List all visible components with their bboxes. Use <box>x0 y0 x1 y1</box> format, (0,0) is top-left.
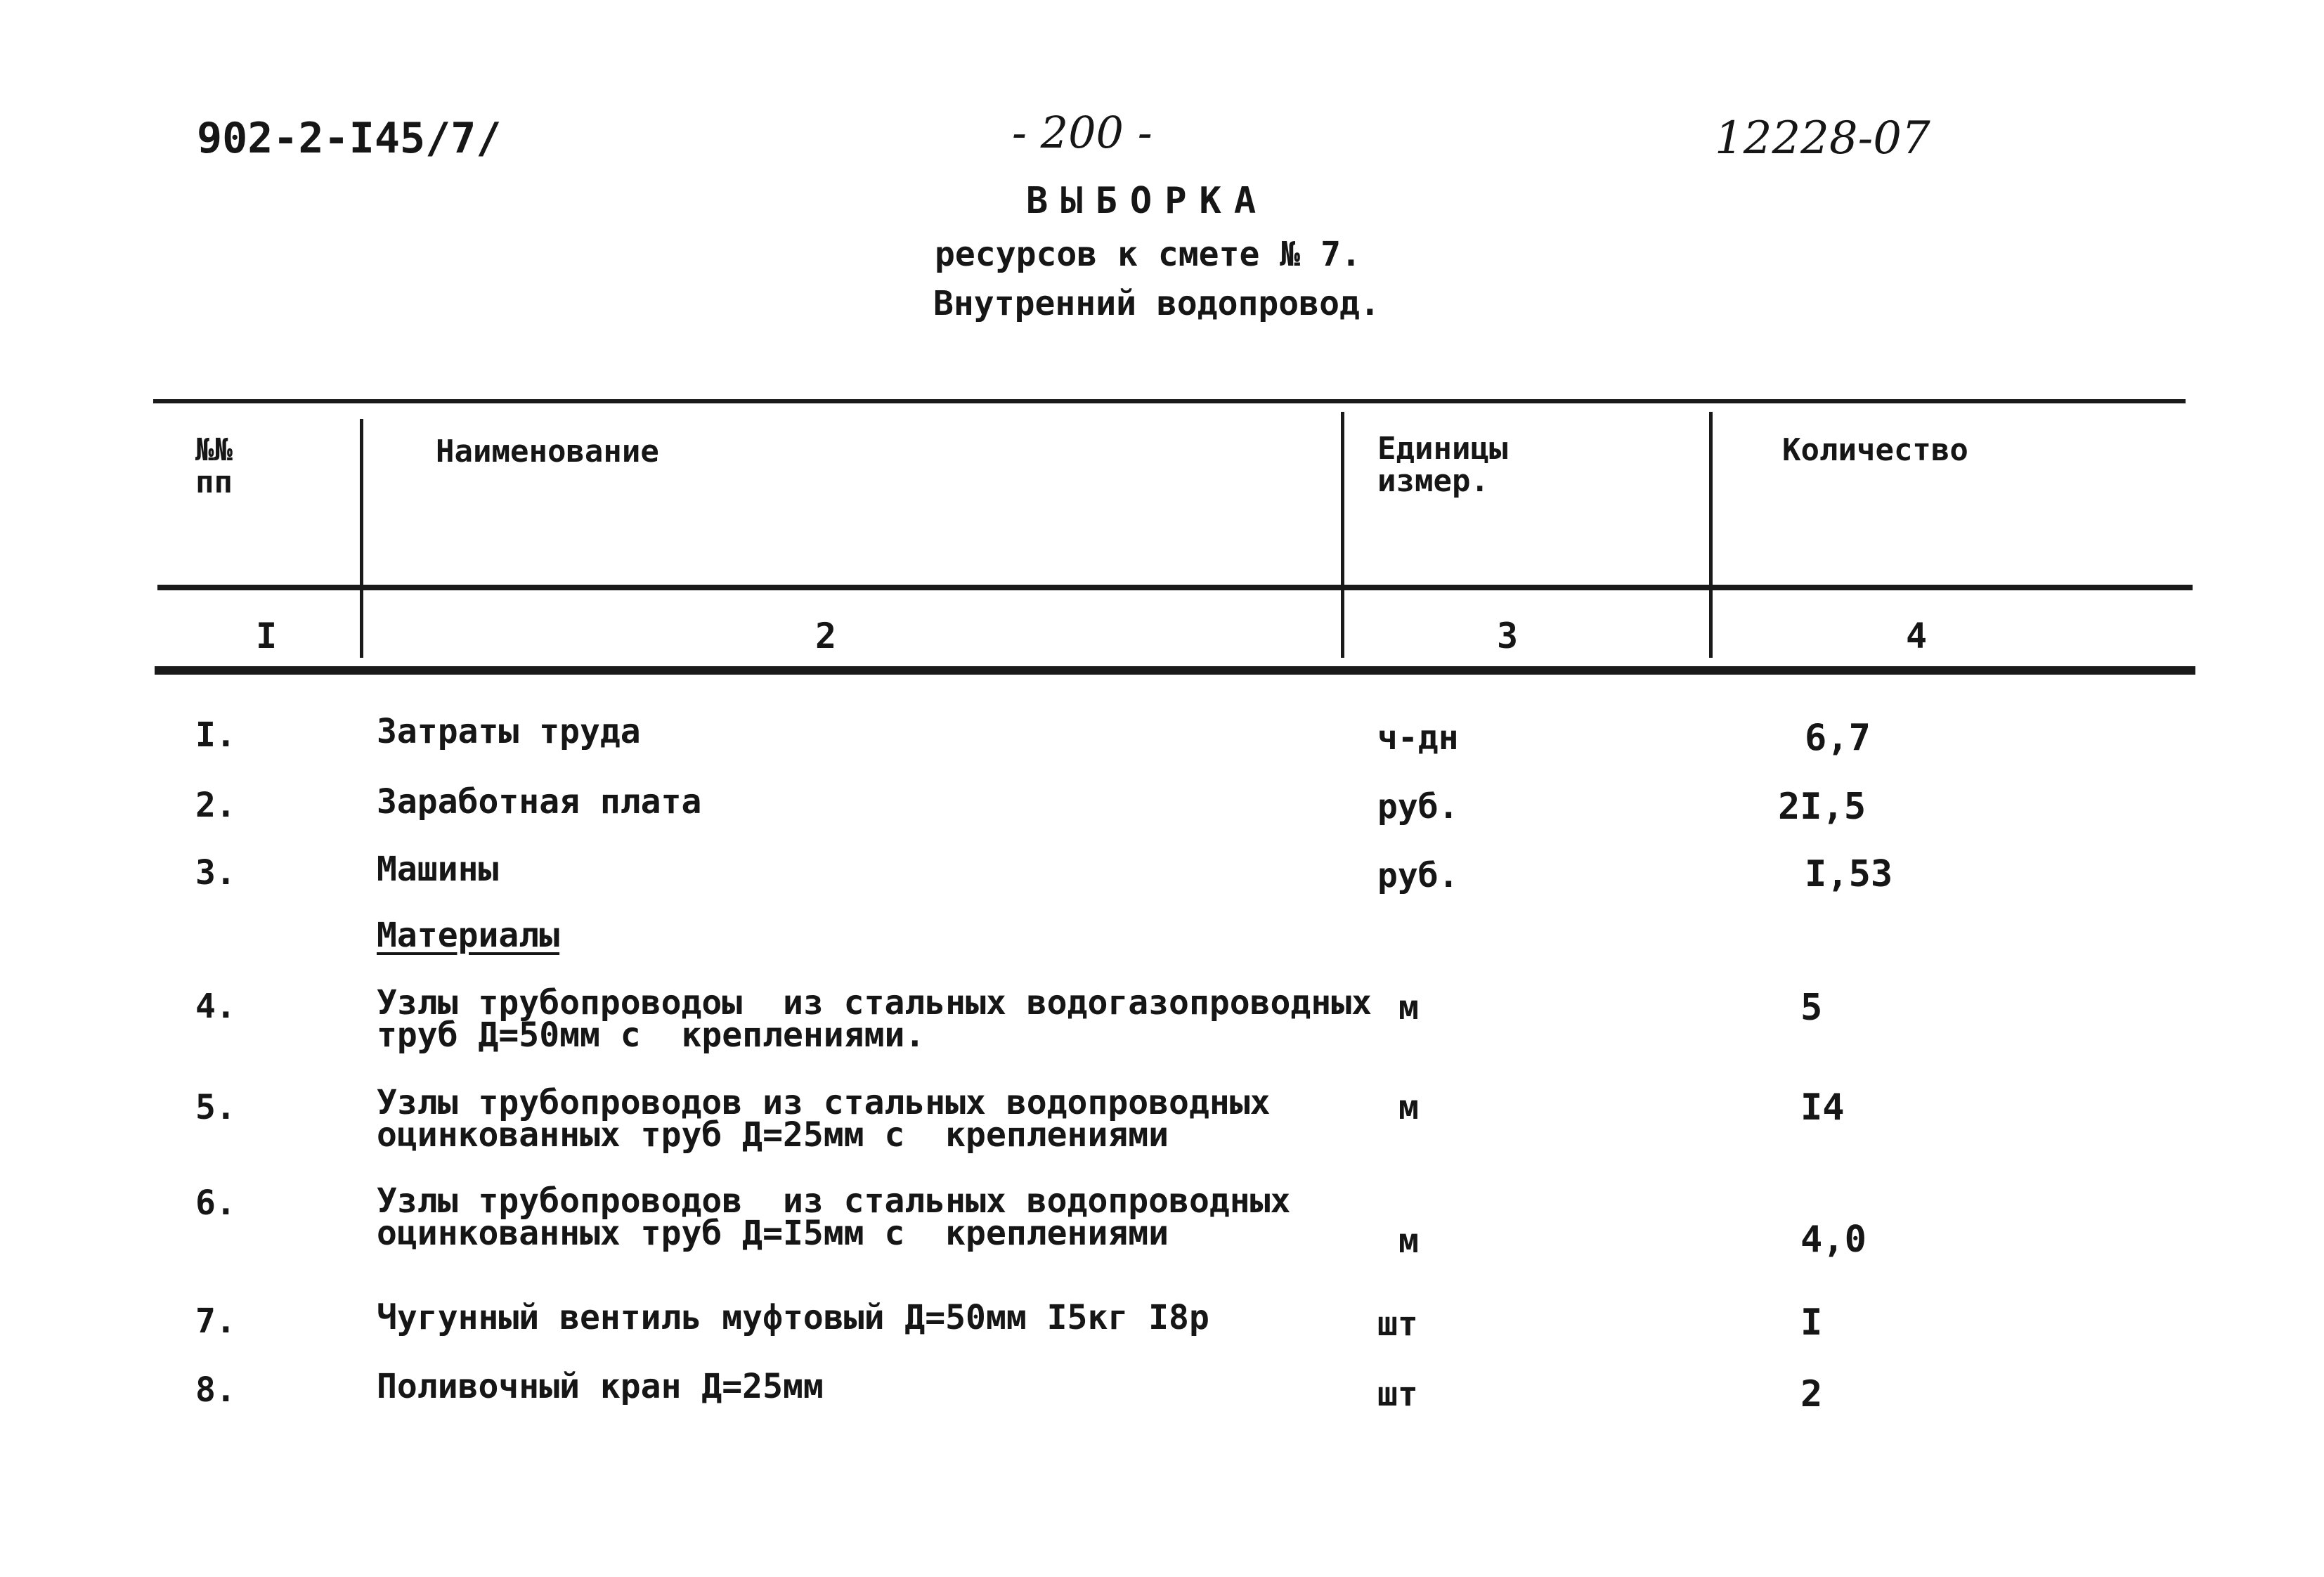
column-number-4: 4 <box>1906 616 1928 656</box>
row-quantity: 4,0 <box>1800 1219 1867 1261</box>
inventory-code: 12228-07 <box>1715 112 1930 164</box>
table-divider-2 <box>1341 412 1344 658</box>
row-quantity: I <box>1800 1302 1823 1344</box>
row-number: 6. <box>195 1183 236 1223</box>
row-name: Машины <box>377 850 499 889</box>
row-number: 2. <box>195 786 236 825</box>
row-name: Заработная плата <box>377 782 702 822</box>
header-unit: Единицы измер. <box>1377 431 1508 499</box>
row-name: Поливочный кран Д=25мм <box>377 1367 824 1406</box>
document-subtitle-section: Внутренний водопровод. <box>933 284 1380 323</box>
row-number: 7. <box>195 1302 236 1341</box>
table-divider-3 <box>1709 412 1713 658</box>
row-unit: шт <box>1377 1375 1418 1414</box>
row-name: Узлы трубопроводов из стальных водопроводных оцинкованных труб Д=25мм с креплениями <box>377 1083 1271 1155</box>
header-quantity: Количество <box>1782 432 1968 468</box>
row-unit: ч-дн <box>1377 718 1459 758</box>
row-name: Узлы трубопроводоы из стальных водогазопроводных труб Д=50мм с креплениями. <box>377 983 1372 1055</box>
row-quantity: I4 <box>1800 1086 1845 1129</box>
column-numbers-bottom-rule <box>155 666 2195 675</box>
table-divider-1 <box>360 419 363 658</box>
row-number: 5. <box>195 1088 236 1127</box>
document-title: ВЫБОРКА <box>1026 180 1269 222</box>
row-number: I. <box>195 715 236 755</box>
row-quantity: 5 <box>1800 987 1823 1029</box>
row-quantity: I,53 <box>1805 853 1893 895</box>
section-heading-materials: Материалы <box>377 916 560 955</box>
column-number-1: I <box>256 616 278 656</box>
header-bottom-rule <box>157 585 2193 590</box>
row-quantity: 2I,5 <box>1778 786 1867 828</box>
header-name: Наименование <box>436 434 659 469</box>
row-quantity: 2 <box>1800 1373 1823 1415</box>
row-quantity: 6,7 <box>1805 717 1871 759</box>
row-unit: руб. <box>1377 787 1459 826</box>
row-unit: руб. <box>1377 856 1459 895</box>
table-top-rule <box>153 399 2186 403</box>
header-number: №№ пп <box>195 432 233 500</box>
document-subtitle: ресурсов к смете № 7. <box>935 235 1361 274</box>
row-unit: м <box>1398 988 1419 1027</box>
row-number: 3. <box>195 853 236 893</box>
row-name: Узлы трубопроводов из стальных водопроводных оцинкованных труб Д=I5мм с креплениями <box>377 1181 1291 1253</box>
row-name: Затраты труда <box>377 712 641 751</box>
document-code: 902-2-I45/7/ <box>197 114 502 163</box>
row-number: 4. <box>195 987 236 1026</box>
column-number-2: 2 <box>815 616 837 656</box>
row-number: 8. <box>195 1370 236 1410</box>
row-unit: м <box>1398 1088 1419 1127</box>
row-unit: шт <box>1377 1304 1418 1344</box>
row-name: Чугунный вентиль муфтовый Д=50мм I5кг I8р <box>377 1298 1209 1337</box>
page-number: - 200 - <box>1012 107 1153 158</box>
column-number-3: 3 <box>1497 616 1519 656</box>
row-unit: м <box>1398 1221 1419 1261</box>
